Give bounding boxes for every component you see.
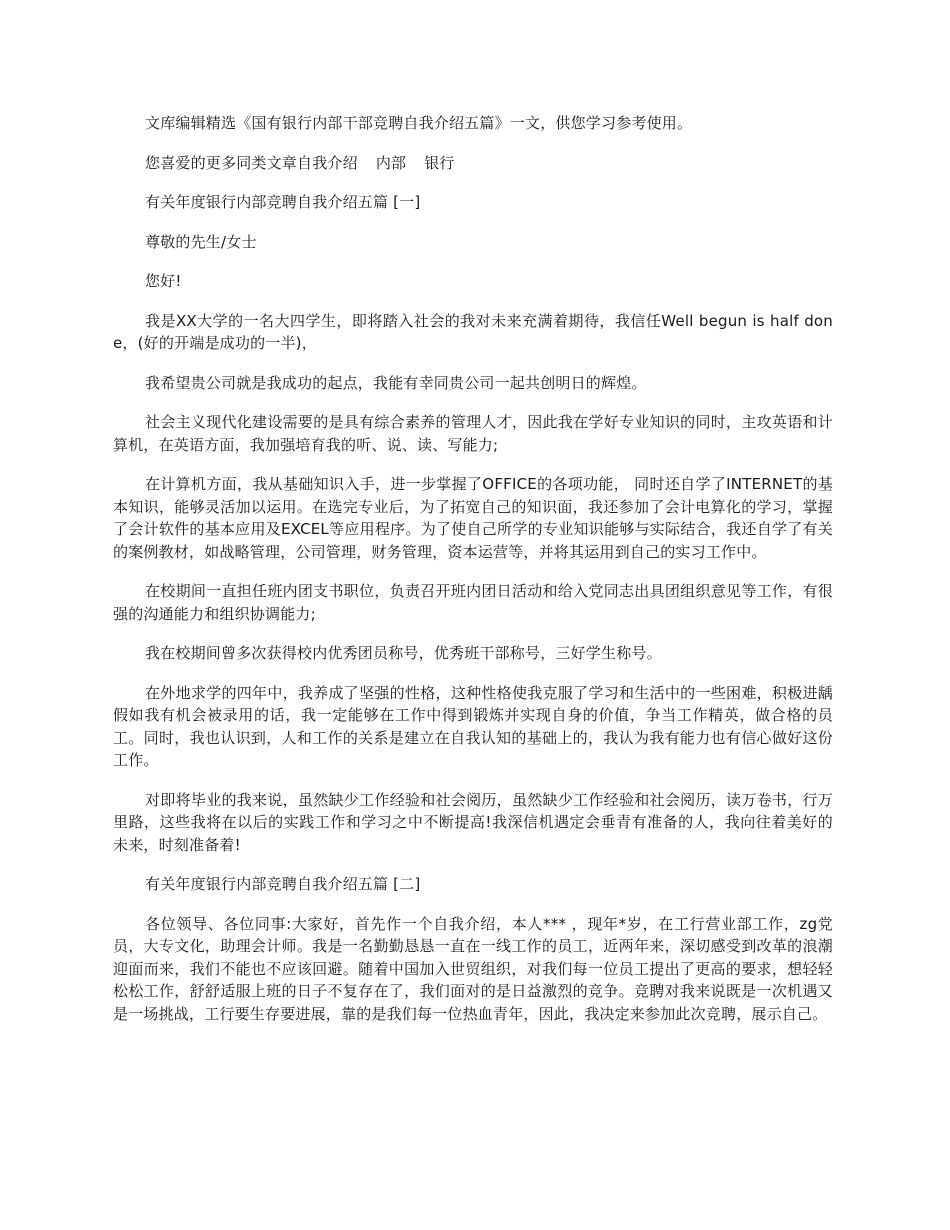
body-paragraph: 我在校期间曾多次获得校内优秀团员称号，优秀班干部称号，三好学生称号。	[145, 644, 662, 662]
document-page	[113, 112, 833, 1042]
body-paragraph: 我是XX大学的一名大四学生，即将踏入社会的我对未来充满着期待，我信任Well begun is half done，(好的开端是成功的一半)，	[113, 311, 833, 352]
related-keywords-line	[113, 152, 833, 175]
body-paragraph: 社会主义现代化建设需要的是具有综合素养的管理人才，因此我在学好专业知识的同时，主攻英语和计算机，在英语方面，我加强培育我的听、说、读、写能力;	[113, 413, 833, 454]
salutation: 尊敬的先生/女士	[145, 232, 257, 251]
keyword-link[interactable]: 银行	[424, 153, 455, 172]
keyword-link[interactable]: 自我介绍	[297, 153, 358, 172]
body-paragraph: 在计算机方面，我从基础知识入手，进一步掌握了OFFICE的各项功能， 同时还自学了INTERNET的基本知识，能够灵活加以运用。在选完专业后，为了拓宽自己的知识面，我还参加了会计电算化的学习，掌握了会计软件的基本应用及EXCEL等应用程序。为了使自己所学的专业知识能够与实际结合，我还自学了有关的案例教材，如战略管理，公司管理，财务管理，资本运营等，并将其运用到自己的实习工作中。	[113, 475, 833, 561]
section-title: 有关年度银行内部竞聘自我介绍五篇 [一]	[145, 193, 421, 211]
body-paragraph: 对即将毕业的我来说，虽然缺少工作经验和社会阅历，虽然缺少工作经验和社会阅历，读万卷书，行万里路，这些我将在以后的实践工作和学习之中不断提高!我深信机遇定会垂青有准备的人，我向往着美好的未来，时刻准备着!	[113, 790, 833, 854]
body-paragraph: 我希望贵公司就是我成功的起点，我能有幸同贵公司一起共创明日的辉煌。	[145, 373, 647, 392]
keyword-link[interactable]: 内部	[375, 153, 407, 172]
related-prefix: 您喜爱的更多同类文章	[145, 153, 298, 172]
intro-paragraph: 文库编辑精选《国有银行内部干部竞聘自我介绍五篇》一文，供您学习参考使用。	[145, 114, 693, 132]
body-paragraph: 各位领导、各位同事:大家好，首先作一个自我介绍，本人*** ，现年*岁，在工行营业部工作，zg党员，大专文化，助理会计师。我是一名勤勤恳恳一直在一线工作的员工，近两年来，深切感受到改革的浪潮迎面而来，我们不能也不应该回避。随着中国加入世贸组织，对我们每一位员工提出了更高的要求，想轻轻松松工作，舒舒适服上班的日子不复存在了，我们面对的是日益激烈的竞争。竞聘对我来说既是一次机遇又是一场挑战，工行要生存要进展，靠的是我们每一位热血青年，因此，我决定来参加此次竞聘，展示自己。	[113, 914, 833, 1023]
greeting: 您好!	[145, 272, 182, 290]
section-title: 有关年度银行内部竞聘自我介绍五篇 [二]	[145, 875, 421, 893]
body-paragraph: 在外地求学的四年中，我养成了坚强的性格，这种性格使我克服了学习和生活中的一些困难，积极进龋假如我有机会被录用的话，我一定能够在工作中得到锻炼并实现自身的价值，争当工作精英，做合格的员工。同时，我也认识到，人和工作的关系是建立在自我认知的基础上的，我认为我有能力也有信心做好这份工作。	[113, 683, 833, 769]
body-paragraph: 在校期间一直担任班内团支书职位，负责召开班内团日活动和给入党同志出具团组织意见等工作，有很强的沟通能力和组织协调能力;	[113, 582, 833, 623]
